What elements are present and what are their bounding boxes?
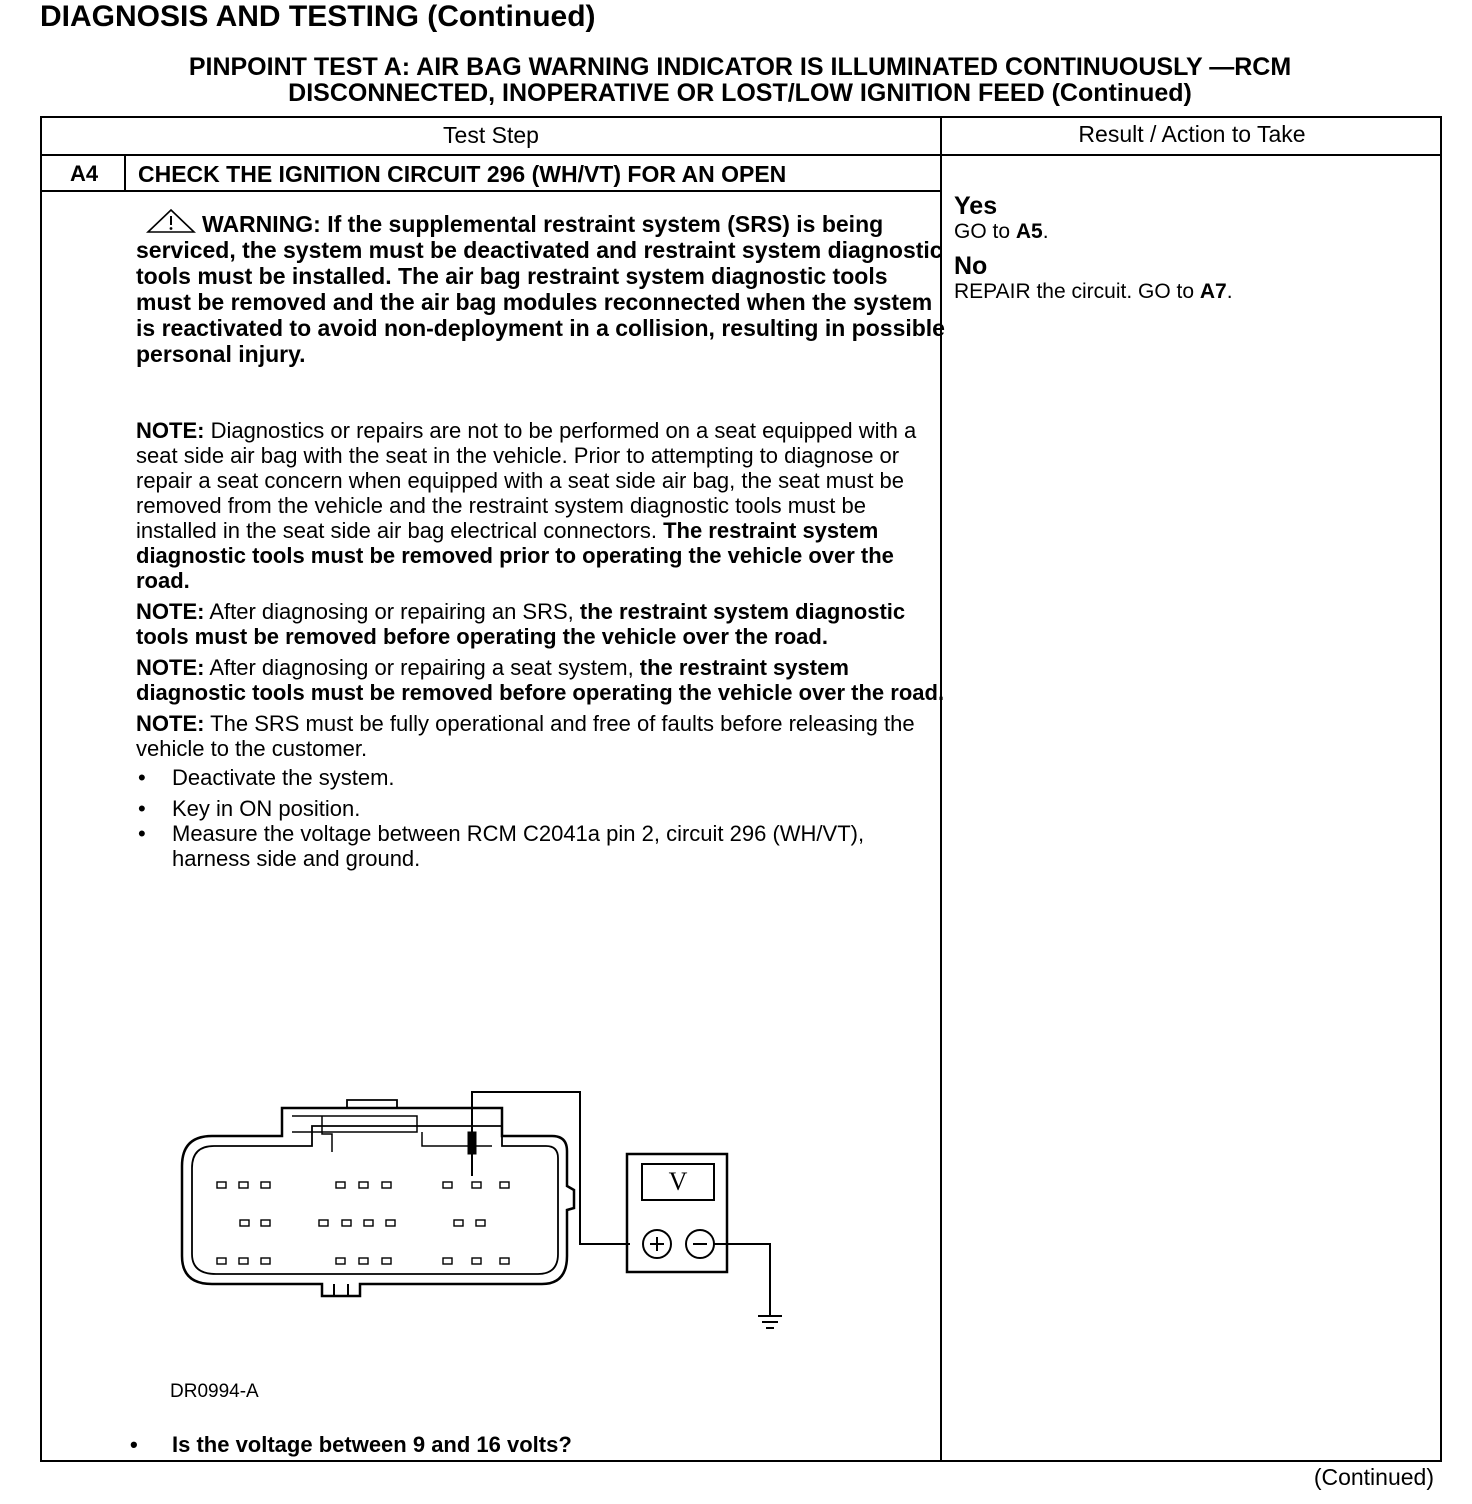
notes-block <box>136 418 948 871</box>
page-title: DIAGNOSIS AND TESTING (Continued) <box>40 0 596 33</box>
result-no-label: No <box>954 252 988 280</box>
result-yes-label: Yes <box>954 192 998 220</box>
test-question: • Is the voltage between 9 and 16 volts? <box>130 1432 572 1457</box>
bullet-item: • Key in ON position. <box>138 796 361 821</box>
note-item: NOTE: The SRS must be fully operational and free of faults before releasing the vehicle to the customer. <box>136 711 915 761</box>
warning-triangle-icon <box>146 208 196 234</box>
bullet-item: • Deactivate the system. <box>138 765 395 790</box>
step-title: CHECK THE IGNITION CIRCUIT 296 (WH/VT) FOR AN OPEN <box>138 160 787 187</box>
meter-label: V <box>668 1167 688 1196</box>
bullet-item: • Measure the voltage between RCM C2041a pin 2, circuit 296 (WH/VT), harness side and ground. <box>138 821 865 871</box>
note-item: NOTE: After diagnosing or repairing an SRS, the restraint system diagnostic tools must be removed before operating the vehicle over the road. <box>136 599 906 649</box>
result-no-action: REPAIR the circuit. GO to A7. <box>954 280 1233 303</box>
step-id: A4 <box>69 161 99 186</box>
warning-block <box>136 208 948 367</box>
test-title-line1: PINPOINT TEST A: AIR BAG WARNING INDICATOR IS ILLUMINATED CONTINUOUSLY —RCM <box>188 53 1292 81</box>
result-yes <box>954 192 1424 244</box>
figure-id: DR0994-A <box>170 1381 259 1402</box>
voltage-test-diagram <box>172 1086 832 1356</box>
note-item: NOTE: After diagnosing or repairing a seat system, the restraint system diagnostic tools must be removed before operating the vehicle over the road. <box>136 655 945 705</box>
column-header-test-step: Test Step <box>443 122 539 148</box>
pinpoint-test-table <box>40 116 1442 1462</box>
continued-label: (Continued) <box>1313 1464 1434 1490</box>
result-no <box>954 252 1424 304</box>
result-yes-action: GO to A5. <box>954 220 1049 243</box>
warning-text: WARNING: If the supplemental restraint system (SRS) is being serviced, the system must be deactivated and restraint system diagnostic tools must be installed. The air bag restraint system diagnostic tools must be removed and the air bag modules reconnected when the system is reactivated to avoid non-deployment in a collision, resulting in possible personal injury. <box>136 211 945 367</box>
column-header-result: Result / Action to Take <box>1078 121 1306 147</box>
note-item: NOTE: Diagnostics or repairs are not to be performed on a seat equipped with a seat side air bag with the seat in the vehicle. Prior to attempting to diagnose or repair a seat concern when equipped with a seat side air bag, the seat must be removed from the vehicle and the restraint system diagnostic tools must be installed in the seat side air bag electrical connectors. The restraint system diagnostic tools must be removed prior to operating the vehicle over the road. <box>136 418 917 593</box>
test-title-line2: DISCONNECTED, INOPERATIVE OR LOST/LOW IGNITION FEED (Continued) <box>288 79 1192 107</box>
